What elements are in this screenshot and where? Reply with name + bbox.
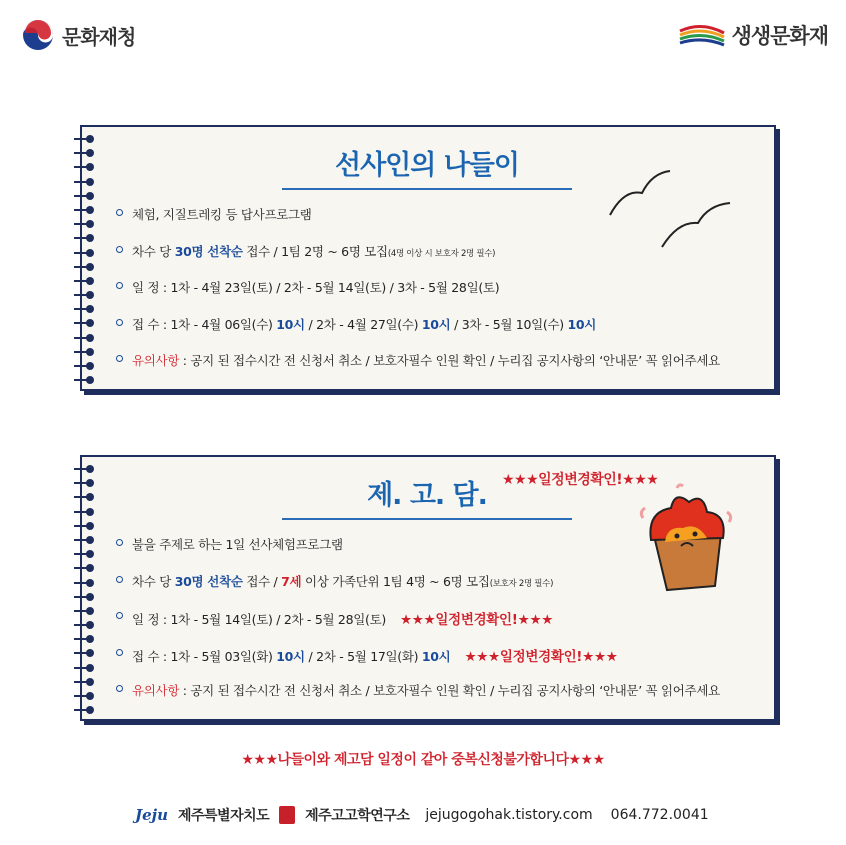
footer bbox=[135, 805, 709, 825]
list-item: 유의사항 : 공지 된 접수시간 전 신청서 취소 / 보호자필수 인원 확인 / 누리집 공지사항의 ‘안내문’ 꼭 읽어주세요 bbox=[116, 351, 720, 388]
wave-logo-icon bbox=[678, 23, 726, 47]
list-item: 차수 당 30명 선착순 접수 / 1팀 2명 ~ 6명 모집(4명 이상 시 보호자 2명 필수) bbox=[116, 242, 720, 279]
list-item: 접 수 : 1차 - 5월 03일(화) 10시 / 2차 - 5월 17일(화) 10시 ★★★일정변경확인!★★★ bbox=[116, 645, 720, 682]
cha-logo-text: 문화재청 bbox=[62, 24, 136, 49]
list-item: 체험, 지질트레킹 등 답사프로그램 bbox=[116, 205, 720, 242]
card-title: 제. 고. 담. bbox=[282, 473, 572, 520]
list-item: 접 수 : 1차 - 4월 06일(수) 10시 / 2차 - 4월 27일(수) 10시 / 3차 - 5월 10일(수) 10시 bbox=[116, 315, 720, 352]
list-item: 일 정 : 1차 - 5월 14일(토) / 2차 - 5월 28일(토) ★★★일정변경확인!★★★ bbox=[116, 608, 720, 645]
saengsaeng-logo-text: 생생문화재 bbox=[731, 24, 828, 48]
program-card-nadeuri bbox=[80, 125, 776, 391]
cha-logo bbox=[22, 19, 135, 51]
jeju-org-name: 제주특별자치도 bbox=[177, 808, 270, 824]
card-title: 선사인의 나들이 bbox=[282, 143, 572, 190]
notebook-rings bbox=[74, 135, 98, 390]
list-item: 불을 주제로 하는 1일 선사체험프로그램 bbox=[116, 535, 720, 572]
schedule-change-badge: ★★★일정변경확인!★★★ bbox=[502, 472, 659, 488]
institute-name: 제주고고학연구소 bbox=[305, 808, 410, 824]
program-card-jegodam bbox=[80, 455, 776, 721]
korea-emblem-icon bbox=[22, 19, 54, 51]
schedule-change-badge: ★★★일정변경확인!★★★ bbox=[399, 612, 554, 628]
info-list bbox=[116, 205, 720, 388]
duplicate-notice: ★★★나들이와 제고담 일정이 같아 중복신청불가합니다★★★ bbox=[241, 752, 605, 768]
jeju-logo: Jeju bbox=[135, 806, 168, 824]
list-item: 유의사항 : 공지 된 접수시간 전 신청서 취소 / 보호자필수 인원 확인 / 누리집 공지사항의 ‘안내문’ 꼭 읽어주세요 bbox=[116, 681, 720, 718]
schedule-change-badge: ★★★일정변경확인!★★★ bbox=[464, 648, 618, 665]
institute-seal-icon bbox=[279, 806, 295, 824]
list-item: 일 정 : 1차 - 4월 23일(토) / 2차 - 5월 14일(토) / 3차 - 5월 28일(토) bbox=[116, 278, 720, 315]
website-url[interactable]: jejugogohak.tistory.com bbox=[425, 807, 593, 823]
info-list bbox=[116, 535, 720, 718]
phone-number: 064.772.0041 bbox=[610, 807, 709, 823]
list-item: 차수 당 30명 선착순 접수 / 7세 이상 가족단위 1팀 4명 ~ 6명 모집(보호자 2명 필수) bbox=[116, 572, 720, 609]
saengsaeng-logo bbox=[678, 20, 828, 50]
notebook-rings bbox=[74, 465, 98, 720]
